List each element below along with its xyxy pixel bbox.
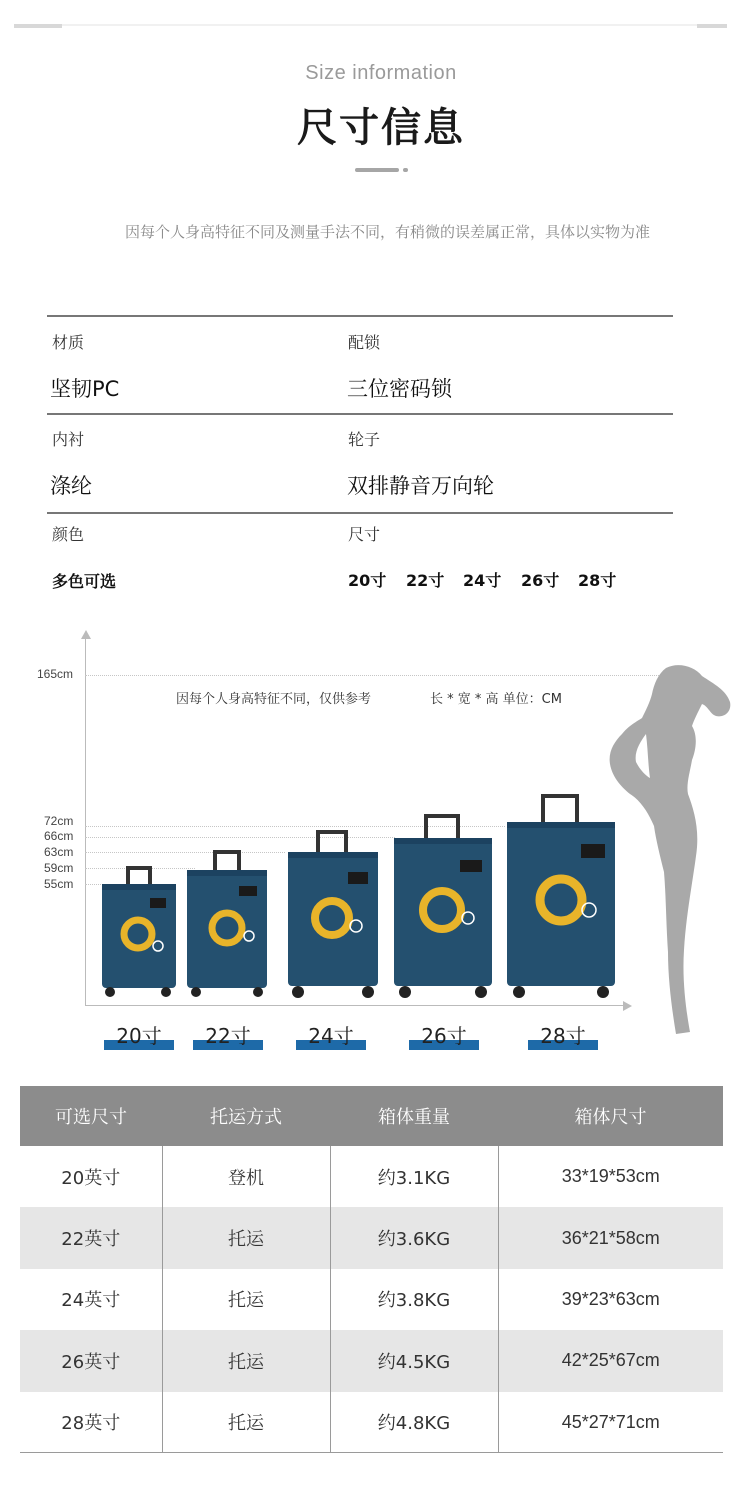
size-option: 28寸: [578, 571, 617, 590]
suitcase-size-label: 28寸: [540, 1024, 586, 1048]
color-label: 颜色: [52, 525, 85, 544]
height-tick-label: 66cm: [44, 829, 74, 843]
table-row: [20, 1146, 723, 1207]
measurement-disclaimer: 因每个人身高特征不同及测量手法不同，有稍微的误差属正常，具体以实物为准: [124, 223, 650, 241]
spec-divider: [47, 512, 673, 514]
table-cell: 约4.5KG: [330, 1330, 498, 1391]
table-cell: 约3.6KG: [330, 1207, 498, 1268]
table-cell: 托运: [162, 1392, 330, 1453]
size-option: 24寸: [463, 571, 502, 590]
table-cell: 42*25*67cm: [498, 1330, 723, 1391]
top-divider: [14, 24, 727, 26]
table-cell: 22英寸: [20, 1207, 162, 1268]
table-cell: 约4.8KG: [330, 1392, 498, 1453]
table-cell: 20英寸: [61, 1167, 121, 1189]
height-tick-label: 59cm: [44, 861, 74, 875]
lining-value: 涤纶: [50, 474, 92, 498]
top-divider-mark-left: [14, 24, 62, 28]
suitcase-size-label: 24寸: [308, 1024, 354, 1048]
column-header: 箱体尺寸: [498, 1086, 723, 1146]
person-silhouette: [606, 660, 736, 1040]
suitcase-28: [505, 794, 617, 1000]
column-header: 箱体重量: [330, 1086, 498, 1146]
y-axis: [85, 638, 86, 1006]
height-tick-label: 55cm: [44, 877, 74, 891]
table-cell: 24英寸: [61, 1290, 121, 1312]
table-cell: 39*23*63cm: [498, 1269, 723, 1330]
title-underline-dot: [403, 168, 408, 172]
section-title: 尺寸信息: [297, 105, 465, 151]
size-option: 22寸: [406, 571, 445, 590]
table-cell: 26英寸: [20, 1330, 162, 1391]
table-row: [20, 1330, 723, 1391]
table-cell: 托运: [162, 1269, 330, 1330]
x-axis: [85, 1005, 625, 1006]
suitcase-size-label: 22寸: [205, 1024, 251, 1048]
lock-label: 配锁: [348, 333, 381, 352]
column-header: 托运方式: [162, 1086, 330, 1146]
table-cell: 45*27*71cm: [498, 1392, 723, 1453]
color-value: 多色可选: [52, 572, 117, 591]
height-tick-label: 63cm: [44, 845, 74, 859]
suitcase-22: [185, 850, 269, 1000]
table-cell: 登机: [162, 1146, 330, 1207]
suitcase-26: [392, 814, 494, 1000]
wheel-label: 轮子: [348, 430, 381, 449]
table-row: [20, 1392, 723, 1453]
lock-value: 三位密码锁: [347, 377, 452, 401]
size-option: 20寸: [348, 571, 387, 590]
suitcase-size-label: 20寸: [116, 1024, 162, 1048]
title-underline: [355, 168, 399, 172]
size-table: [20, 1086, 723, 1453]
size-label: 尺寸: [348, 525, 381, 544]
table-cell: 28英寸: [20, 1392, 162, 1453]
spec-divider: [47, 315, 673, 317]
table-header-row: [20, 1086, 723, 1146]
table-row: [20, 1269, 723, 1330]
table-cell: 约3.8KG: [330, 1269, 498, 1330]
chart-note: 因每个人身高特征不同，仅供参考: [176, 692, 372, 707]
section-title-english: Size information: [305, 62, 457, 84]
material-label: 材质: [52, 333, 85, 352]
wheel-value: 双排静音万向轮: [347, 474, 494, 498]
table-cell: 托运: [162, 1207, 330, 1268]
suitcase-size-label: 26寸: [421, 1024, 467, 1048]
table-cell: 33*19*53cm: [498, 1146, 723, 1207]
height-guide-line: [85, 675, 665, 676]
spec-divider: [47, 413, 673, 415]
height-tick-label: 165cm: [37, 667, 74, 681]
column-header: 可选尺寸: [20, 1086, 162, 1146]
lining-label: 内衬: [52, 430, 85, 449]
table-row: [20, 1207, 723, 1268]
material-value: 坚韧PC: [50, 377, 120, 401]
unit-note: 长 * 宽 * 高 单位：CM: [430, 692, 562, 707]
suitcase-24: [286, 830, 380, 1000]
y-axis-arrow: [81, 630, 91, 639]
suitcase-20: [100, 866, 178, 1000]
height-comparison-chart: [0, 630, 741, 1060]
table-cell: 约3.1KG: [330, 1146, 498, 1207]
height-tick-label: 72cm: [44, 814, 74, 828]
top-divider-mark-right: [697, 24, 727, 28]
table-cell: 托运: [162, 1330, 330, 1391]
size-option: 26寸: [521, 571, 560, 590]
table-cell: 36*21*58cm: [498, 1207, 723, 1268]
